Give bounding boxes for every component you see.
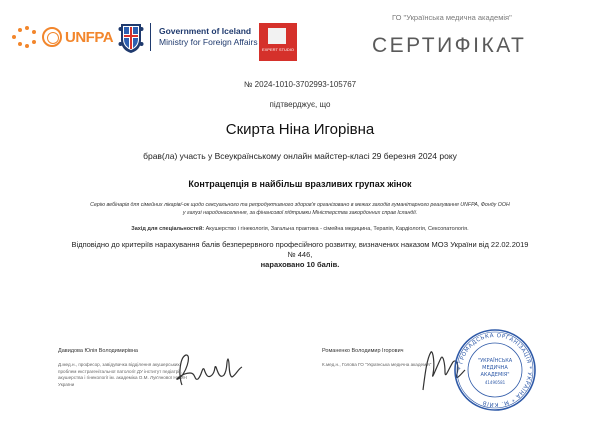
ministry-line: Ministry for Foreign Affairs xyxy=(159,37,258,47)
government-line: Government of Iceland xyxy=(159,26,252,36)
expert-studio-logo xyxy=(259,23,297,61)
points-awarded: нараховано 10 балів. xyxy=(260,260,340,269)
confirms-text: підтверджує, що xyxy=(269,100,331,109)
series-note: Серію вебінарів для сімейних лікарів/-ок щодо сексуального та репродуктивного здоров'я організовано в межах заходів гуманітарного реагування UNFPA, Фонду ООН у галузі народонаселення, за фінансової підтримки Міністерства закордонних справ Ісландії. xyxy=(90,202,510,216)
specialties-line xyxy=(0,226,600,232)
puzzle-icon xyxy=(268,28,286,44)
iceland-text xyxy=(159,26,258,48)
event-topic: Контрацепція в найбільш вразливих групах жінок xyxy=(188,179,412,189)
svg-text:"УКРАЇНСЬКА: "УКРАЇНСЬКА xyxy=(477,358,513,364)
expert-logo-text: EXPERT STUDIO xyxy=(261,47,295,52)
unfpa-logo xyxy=(12,26,113,48)
unfpa-dots-icon xyxy=(12,26,40,48)
specialties-list: Акушерство і гінекологія, Загальна практика - сімейна медицина, Терапія, Кардіологія, Сексопатологія. xyxy=(205,226,469,232)
organization-name: ГО "Українська медична академія" xyxy=(392,13,512,22)
svg-text:* ГРОМАДСЬКА ОРГАНІЗАЦІЯ * УКР: * ГРОМАДСЬКА ОРГАНІЗАЦІЯ * УКРАЇНА * М. КИЇВ xyxy=(457,332,533,408)
accordance-body: Відповідно до критеріїв нарахування балів безперервного професійного розвитку, визначених наказом МОЗ України від 22.02.2019 № 446, xyxy=(71,240,529,259)
svg-text:41490581: 41490581 xyxy=(484,380,506,385)
iceland-crest-icon xyxy=(118,20,144,54)
iceland-logo xyxy=(118,20,258,54)
unfpa-text: UNFPA xyxy=(65,28,114,46)
logo-divider xyxy=(150,23,151,51)
accordance-text xyxy=(70,240,530,270)
left-signatory-title: Д.мед.н., професор, завідувачка відділення акушерських проблем екстрагенітальної патології ДУ інститут педіатрії, акушерства і гінекології ім. академіка О.М. Лук'янової НАМН України xyxy=(58,362,187,387)
un-globe-icon xyxy=(42,27,62,47)
certificate-number: № 2024-1010-3702993-105767 xyxy=(243,80,357,89)
participation-text: брав(ла) участь у Всеукраїнському онлайн майстер-класі 29 березня 2024 року xyxy=(143,151,457,161)
certificate-title: СЕРТИФІКАТ xyxy=(372,34,527,57)
organization-stamp xyxy=(452,327,538,413)
specialties-label: Захід для спеціальностей: xyxy=(131,226,205,232)
right-signatory-title: К.мед.н., Голова ГО "Українська медична академія" xyxy=(322,362,432,367)
left-handwritten-signature xyxy=(168,345,248,390)
svg-text:АКАДЕМІЯ": АКАДЕМІЯ" xyxy=(480,372,510,378)
svg-text:МЕДИЧНА: МЕДИЧНА xyxy=(482,365,508,371)
right-signatory-name: Романенко Володимир Ігорович xyxy=(322,348,404,354)
recipient-name: Скирта Ніна Игорівна xyxy=(225,121,375,138)
left-signatory-name: Давидова Юлія Володимирівна xyxy=(58,348,138,354)
